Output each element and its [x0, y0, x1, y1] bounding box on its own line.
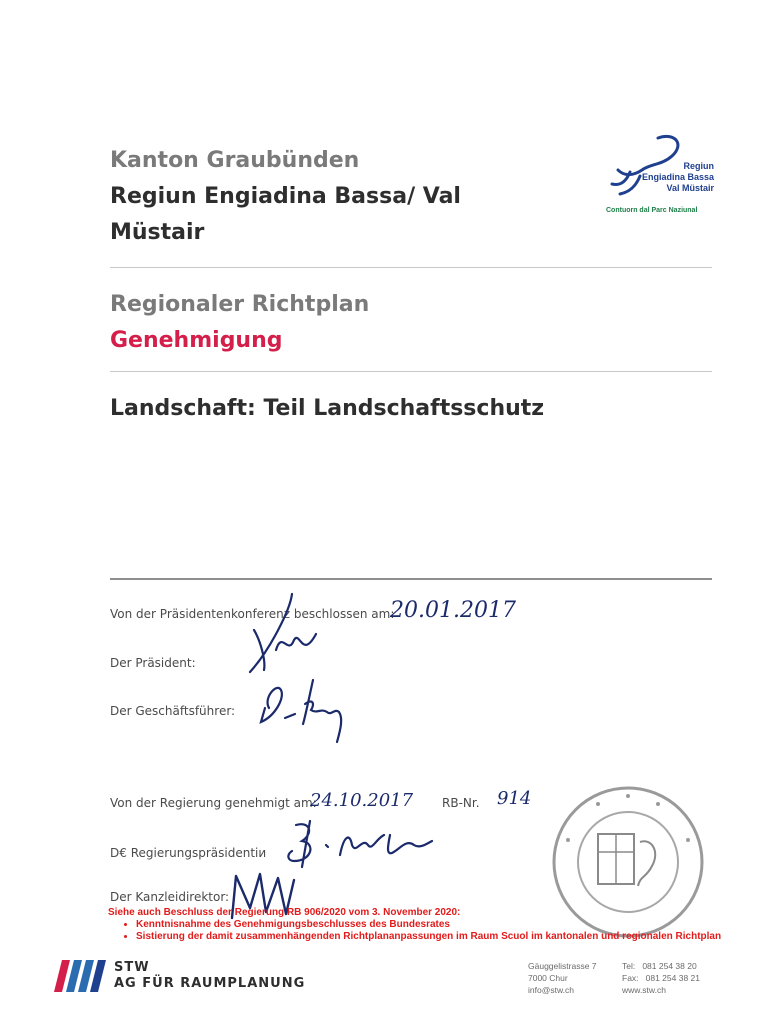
- address-city: 7000 Chur: [528, 973, 568, 983]
- logo-line-3: Val Müstair: [666, 183, 714, 193]
- president-label: Der Präsident:: [110, 656, 196, 670]
- canton-title: Kanton Graubünden: [110, 148, 360, 173]
- company-name-line-1: STW: [114, 960, 150, 975]
- rb-label: RB-Nr.: [442, 796, 480, 810]
- divider-thick: [110, 578, 712, 580]
- logo-line-1: Regiun: [683, 161, 714, 171]
- address-street: Gäuggelistrasse 7: [528, 961, 597, 971]
- chancellor-label: Der Kanzleidirektor:: [110, 890, 230, 904]
- logo-line-2: Engiadina Bassa: [641, 172, 714, 182]
- plan-status: Genehmigung: [110, 328, 283, 353]
- website: www.stw.ch: [622, 985, 666, 995]
- region-title-cont: Müstair: [110, 220, 205, 245]
- note-list: [108, 919, 721, 943]
- address-email: info@stw.ch: [528, 985, 574, 995]
- company-contact: [622, 960, 700, 996]
- note-heading: Siehe auch Beschluss der Regierung RB 906/2020 vom 3. November 2020:: [108, 907, 461, 918]
- stw-logo-icon: [54, 960, 108, 992]
- logo-tagline: Contuorn dal Parc Naziunal: [606, 207, 698, 214]
- note-item: • Kenntnisnahme des Genehmigungsbeschlusses des Bundesrates: [136, 919, 721, 931]
- company-name-line-2: AG FÜR RAUMPLANUNG: [114, 976, 306, 991]
- plan-title: Regionaler Richtplan: [110, 292, 370, 317]
- manager-label: Der Geschäftsführer:: [110, 704, 236, 718]
- gov-president-label: D€ Regierungspräsidentiи: [110, 846, 267, 860]
- conference-date: 20.01.2017: [390, 598, 516, 623]
- tel-number: 081 254 38 20: [642, 961, 697, 971]
- gov-president-signature: [280, 815, 440, 875]
- divider: [110, 371, 712, 372]
- government-label: Von der Regierung genehmigt am:: [110, 796, 317, 810]
- region-title: Regiun Engiadina Bassa/ Val: [110, 184, 461, 209]
- company-address: [528, 960, 597, 996]
- note-item: • Sistierung der damit zusammenhängenden Richtplananpassungen im Raum Scuol im kantonalen und regionalen Richtplan: [136, 931, 721, 943]
- rb-number: 914: [497, 788, 532, 809]
- tel-label: Tel:: [622, 961, 636, 971]
- divider: [110, 267, 712, 268]
- manager-signature: [255, 668, 365, 748]
- fax-label: Fax:: [622, 973, 639, 983]
- amendment-note: [108, 907, 721, 943]
- fax-number: 081 254 38 21: [645, 973, 700, 983]
- company-name: [114, 960, 305, 992]
- president-signature: [230, 590, 330, 680]
- plan-subject: Landschaft: Teil Landschaftsschutz: [110, 396, 545, 421]
- government-date: 24.10.2017: [310, 790, 414, 811]
- conference-label: Von der Präsidentenkonferenz beschlossen am:: [110, 607, 395, 621]
